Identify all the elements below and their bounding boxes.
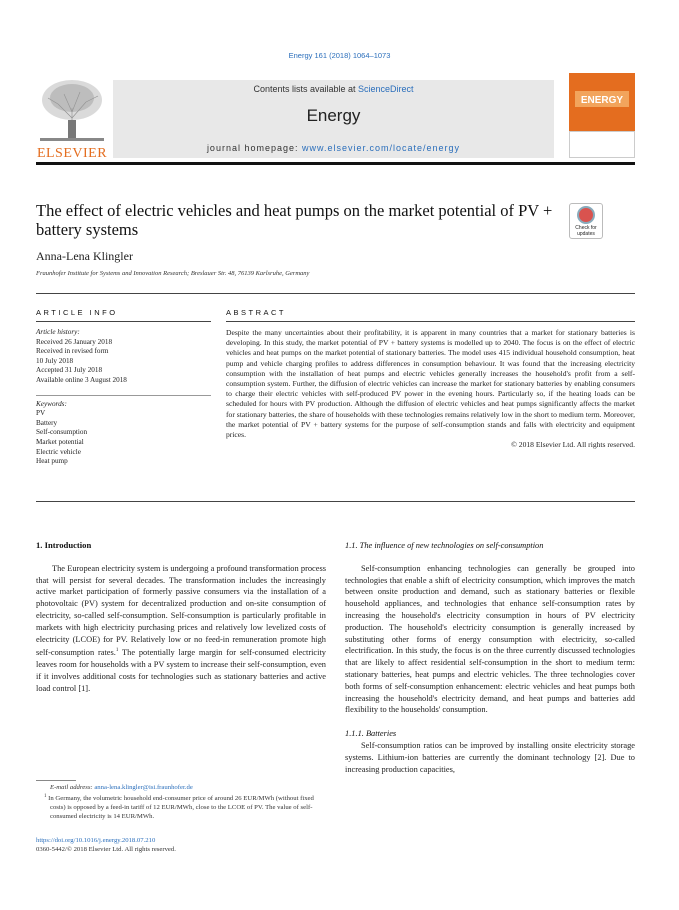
journal-citation[interactable]: Energy 161 (2018) 1064–1073 (288, 51, 391, 60)
technologies-paragraph: Self-consumption enhancing technologies can generally be grouped into technologies that enable a shift of electricity consumption, which improves the match between onsite production and demand, such as stationary batteries or flexible household appliances, and technologies that enhance self-consumption rates by increasing the household's electricity consumption in hours of PV electricity production. The household's electricity consumption is generally increased by substituting other forms of energy consumption with electricity, so-called electrification. In this study, the focus is on the three currently discussed technologies that are likely to affect residential self-consumption in the short to medium term: stationary batteries, heat pumps and electric vehicles. The three technologies cover both forms of self-consumption enhancement: electric vehicles and heat pumps both increasing the household's electricity demand, and heat pumps and batteries add flexibility to the households' consumption. (345, 563, 635, 715)
doi-link[interactable]: https://doi.org/10.1016/j.energy.2018.07.210 (36, 837, 156, 844)
homepage-link[interactable]: www.elsevier.com/locate/energy (302, 143, 461, 153)
footnote-1 (36, 792, 326, 821)
doi-block (36, 836, 326, 854)
divider-top (36, 293, 635, 294)
article-info-rule (36, 321, 211, 322)
abstract-heading: ABSTRACT (226, 308, 287, 317)
abstract-text: Despite the many uncertainties about their profitability, it is apparent in many countries that a market for stationary batteries is developing. In this study, the market potential of PV + battery systems is modelled up to 2040. The focus is on the effect of electric vehicles and heat pumps on the market potential of stationary batteries. The model uses 415 individual household consumption, heat pump and vehicle charging profiles to address differences in consumption behaviour. It was found that the increasing electricity consumption with the installation of heat pumps and electric vehicles generally increases the household's profit from a self-consumption system. Further, the diffusion of electric vehicles can increase the market for stationary batteries by enabling consumers to charge their electric vehicles with self-produced PV power in the evening hours. Particularly so, if the heating loads can be scheduled for hours with PV production. Although the diffusion of electric vehicles and heat pumps significantly affects the market for stationary batteries, the share of households with these technologies remains relatively low in the short to medium term. Moreover, the market potential of PV + battery systems for the purpose of self-consumption stands and falls with electricity and equipment prices. (226, 328, 635, 440)
article-info (36, 328, 211, 467)
contents-line (113, 84, 554, 94)
issn-line: 0360-5442/© 2018 Elsevier Ltd. All rights reserved. (36, 846, 176, 853)
header-rule (36, 162, 635, 165)
abstract-rule (226, 321, 635, 322)
journal-title: Energy (306, 106, 361, 125)
left-column (36, 540, 326, 694)
subsection-heading: 1.1. The influence of new technologies on self-consumption (345, 541, 544, 550)
email-line (36, 783, 326, 792)
keyword: PV (36, 409, 46, 418)
abstract (226, 328, 635, 450)
history-item: Accepted 31 July 2018 (36, 366, 103, 375)
history-label: Article history: (36, 328, 80, 336)
homepage-line (113, 143, 554, 153)
footnote-text: In Germany, the volumetric household end-consumer price of around 26 EUR/MWh (without fixed costs) is opposed by a feed-in tariff of 12 EUR/MWh, close to the LCOE of PV. The value of self-consumed electricity is 14 EUR/MWh. (48, 795, 314, 821)
history-item: Received in revised form (36, 347, 109, 356)
keyword: Battery (36, 418, 58, 427)
batteries-paragraph: Self-consumption ratios can be improved by installing onsite electricity storage systems. Lithium-ion batteries are currently the dominant technology [2]. Due to increasing production capacities, (345, 740, 635, 774)
sciencedirect-link[interactable]: ScienceDirect (358, 84, 414, 94)
keyword: Heat pump (36, 457, 68, 466)
contents-prefix: Contents lists available at (253, 84, 359, 94)
right-column (345, 540, 635, 775)
keyword: Self-consumption (36, 428, 88, 437)
footnote-number: 1 (44, 794, 47, 799)
keywords-label: Keywords: (36, 399, 67, 408)
cover-bottom (569, 131, 635, 158)
check-updates-icon (577, 206, 595, 224)
cover-label: ENERGY (580, 95, 624, 106)
keyword: Market potential (36, 437, 84, 446)
abstract-copyright: © 2018 Elsevier Ltd. All rights reserved. (511, 440, 635, 450)
article-info-heading: ARTICLE INFO (36, 308, 118, 317)
check-for-updates-badge[interactable] (569, 203, 603, 239)
article-title: The effect of electric vehicles and heat pumps on the market potential of PV + battery systems (36, 201, 553, 239)
author-name[interactable]: Anna-Lena Klingler (36, 249, 133, 263)
keyword: Electric vehicle (36, 447, 81, 456)
cover-title-graphic (575, 91, 629, 107)
intro-text-cont: The potentially large margin for self-consumed electricity leaves room for households with a PV system to increase their self-consumption, even if it involves additional costs for technologies such as stationary batteries and active load control [1]. (36, 648, 326, 693)
publisher-name: ELSEVIER (36, 146, 108, 160)
cover-title-bar (575, 91, 629, 107)
elsevier-tree-icon (36, 74, 108, 160)
email-label: E-mail address: (50, 784, 95, 791)
journal-cover-image[interactable] (569, 73, 635, 158)
history-item: Received 26 January 2018 (36, 337, 113, 346)
badge-label: Check for updates (575, 225, 597, 237)
author-affiliation: Fraunhofer Institute for Systems and Innovation Research; Breslauer Str. 48, 76139 Karlsruhe, Germany (36, 270, 310, 277)
homepage-prefix: journal homepage: (206, 143, 302, 153)
footnotes (36, 783, 326, 821)
history-item: Available online 3 August 2018 (36, 375, 127, 384)
section-heading-introduction: 1. Introduction (36, 540, 92, 550)
divider-bottom (36, 501, 635, 502)
journal-banner (113, 80, 554, 158)
elsevier-logo (36, 74, 108, 160)
subsubsection-heading: 1.1.1. Batteries (345, 729, 397, 739)
intro-text: The European electricity system is undergoing a profound transformation process that will persist for several decades. The transformation includes the increasingly active market participation of formerly passive consumers via the installation of a photovoltaic (PV) system for decentralized production and on-site consumption of electricity, so-called self-consumption. Self-consumption is particularly profitable in markets with high electricity purchasing prices and relatively low levelized costs of electricity (LCOE) for PV. Relatively low or no feed-in remuneration promote high self-consumption rates. (36, 563, 326, 658)
intro-paragraph (36, 563, 326, 695)
keywords-rule (36, 395, 211, 396)
footnote-ref[interactable]: 1 (115, 648, 119, 654)
email-link[interactable]: anna-lena.klingler@isi.fraunhofer.de (94, 784, 193, 791)
footnote-rule (36, 780, 76, 781)
history-item: 10 July 2018 (36, 356, 74, 365)
